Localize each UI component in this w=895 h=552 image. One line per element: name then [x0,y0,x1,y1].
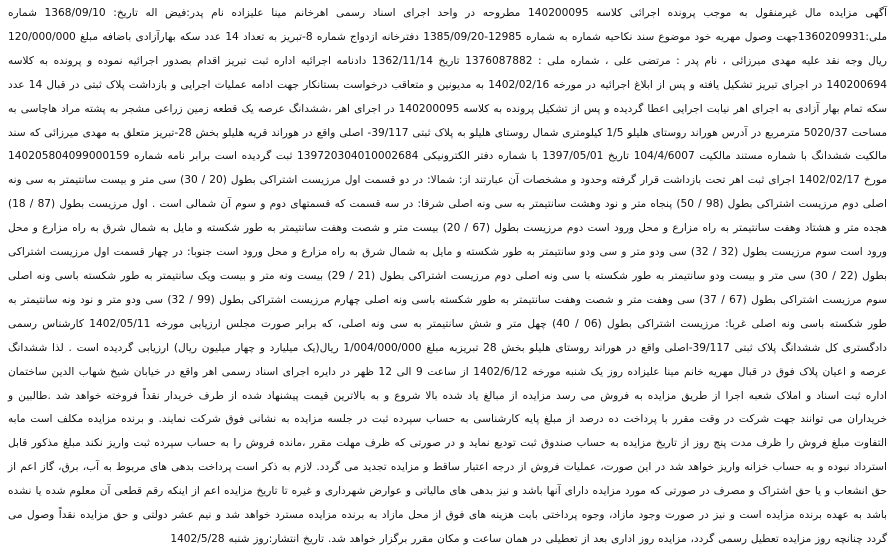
auction-notice-text: آگهی مزایده مال غیرمنقول به موجب پرونده اجرائی کلاسه 140200095 مطروحه در واحد اجرای اسناد رسمی اهرخانم مینا علیزاده نام پدر:فیض اله تاریخ: 1368/09/10 شماره ملی:1360209931جهت وصول مهریه خود موضوع سند نکاحیه شماره به شماره 12985-1385/09/20 دفترخانه ازدواج شماره 8-تبریز به تعداد 14 عدد سکه بهارآزادی باضافه مبلغ 120/000/000 ریال وجه نقد علیه مهدی میرزائی ، نام پدر : مرتضی علی ، شماره ملی : 1376087882 تاریخ 1362/11/14 دادنامه اجرائیه اداره ثبت تبریز اقدام بصدور اجرائیه نموده و پرونده به کلاسه 140200694 در اجرای تبریز تشکیل یافته و پس از ابلاغ اجرائیه در مورخه 1402/02/16 به مدیونین و متعاقب درخواست بستانکار جهت ادامه عملیات اجرایی و بازداشت پلاک ثبتی در قبال 14 عدد سکه تمام بهار آزادی به اجرای اهر نیابت اجرایی اعطا گردیده و پس از تشکیل پرونده به کلاسه 140200095 در اجرای اهر ،ششدانگ عرصه یک قطعه زمین زراعی مشجر به پشته مراد هاچاسی به مساحت 5020/37 مترمربع در آدرس هوراند روستای هلیلو 1/5 کیلومتری شمال روستای هلیلو به پلاک ثبتی 39/117- اصلی واقع در هوراند قریه هلیلو بخش 28-تبریز متعلق به مهدی میرزائی که سند مالکیت ششدانگ با شماره مستند مالکیت 104/4/6007 تاریخ 1397/05/01 با شماره دفتر الکترونیکی 139720304010002684 ثبت گردیده است برابر نامه شماره 140205804099000159 مورخ 1402/02/17 اجرای ثبت اهر تحت بازداشت قرار گرفته وحدود و مشخصات آن عبارتند از: شمالا: در دو قسمت اول مرزیست اشتراکی بطول (20 / 30) سی متر و بیست سانتیمتر به سی ونه اصلی دوم مرزیست اشتراکی بطول (98 / 50) پنجاه متر و نود وهشت سانتیمتر به سی ونه اصلی شرقا: در سه قسمت که قسمتهای دوم و سوم آن شمالی است . اول مرزیست بطول (87 / 18) هجده متر و هشتاد وهفت سانتیمتر به راه مزارع و محل ورود است دوم مرزیست بطول (67 / 20) بیست متر و شصت وهفت سانتیمتر به طور شکسته و مایل به شمال شرق به راه مزارع و محل ورود است سوم مرزیست بطول (32 / 32) سی ودو متر و سی ودو سانتیمتر به طور شکسته و مایل به شمال شرق به راه مزارع و محل ورود است جنوبا: در چهار قسمت اول مرزیست اشتراکی بطول (22 / 30) سی متر و بیست ودو سانتیمتر به طور شکسته با سی ونه اصلی دوم مرزیست اشتراکی بطول (21 / 29) بیست ونه متر و بیست ویک سانتیمتر به طور شکسته باسی ونه اصلی سوم مرزیست اشتراکی بطول (67 / 37) سی وهفت متر و شصت وهفت سانتیمتر به طور شکسته باسی ونه اصلی چهارم مرزیست اشتراکی بطول (99 / 32) سی ودو متر و نود ونه سانتیمتر به طور شکسته باسی ونه اصلی غربا: مرزیست اشتراکی بطول (06 / 40) چهل متر و شش سانتیمتر به سی ونه اصلی، که برابر صورت مجلس ارزیابی مورخه 1402/05/11 کارشناس رسمی دادگستری کل ششدانگ پلاک ثبتی 39/117-اصلی واقع در هوراند روستای هلیلو بخش 28 تبریزبه مبلغ 1/004/000/000 ریال(یک میلیارد و چهار میلیون ریال) ارزیابی گردیده است . لذا ششدانگ عرصه و اعیان پلاک فوق در قبال مهریه خانم مینا علیزاده روز یک شنبه مورخه 1402/6/12 از ساعت 9 الی 12 ظهر در دایره اجرای اسناد رسمی اهر واقع در خیابان شیخ شهاب الدین ساختمان اداره ثبت اسناد و املاک شعبه اجرا از طریق مزایده به فروش می رسد مزایده از مبالغ یاد شده بالا شروع و به بالاترین قیمت پیشنهاد شده از طرف خریدار نقداً فروخته خواهد شد .طالبین و خریداران می توانند جهت شرکت در وقت مقرر با پرداخت ده درصد از مبلغ پایه کارشناسی به حساب سپرده ثبت در جلسه مزایده به نشانی فوق شرکت نمایند. و برنده مزایده مکلف است مابه التفاوت مبلغ فروش را ظرف مدت پنج روز از تاریخ مزایده به حساب صندوق ثبت تودیع نماید و در صورتی که ظرف مهلت مقرر ،مانده فروش را به حساب سپرده ثبت واریز نکند مبلغ مذکور قابل استرداد نبوده و به حساب خزانه واریز خواهد شد در این صورت، عملیات فروش از درجه اعتبار ساقط و مزایده تجدید می گردد. لازم به ذکر است پرداخت بدهی های مربوط به آب، برق، گاز اعم از حق انشعاب و یا حق اشتراک و مصرف در صورتی که مورد مزایده دارای آنها باشد و نیز بدهی های مالیاتی و عوارض شهرداری و غیره تا تاریخ مزایده اعم از اینکه رقم قطعی آن معلوم شده یا نشده باشد به عهده برنده مزایده است و نیز در صورت وجود مازاد، وجوه پرداختی بابت هزینه های فوق از محل مازاد به برنده مزایده مسترد خواهد شد و نیم عشر دولتی و حق مزایده نقداً وصول می گردد چنانچه روز مزایده تعطیل رسمی گردد، مزایده روز اداری بعد از تعطیلی در همان ساعت و مکان مقرر برگزار خواهد شد. تاریخ انتشار:روز شنبه 1402/5/28 [8,7,888,545]
